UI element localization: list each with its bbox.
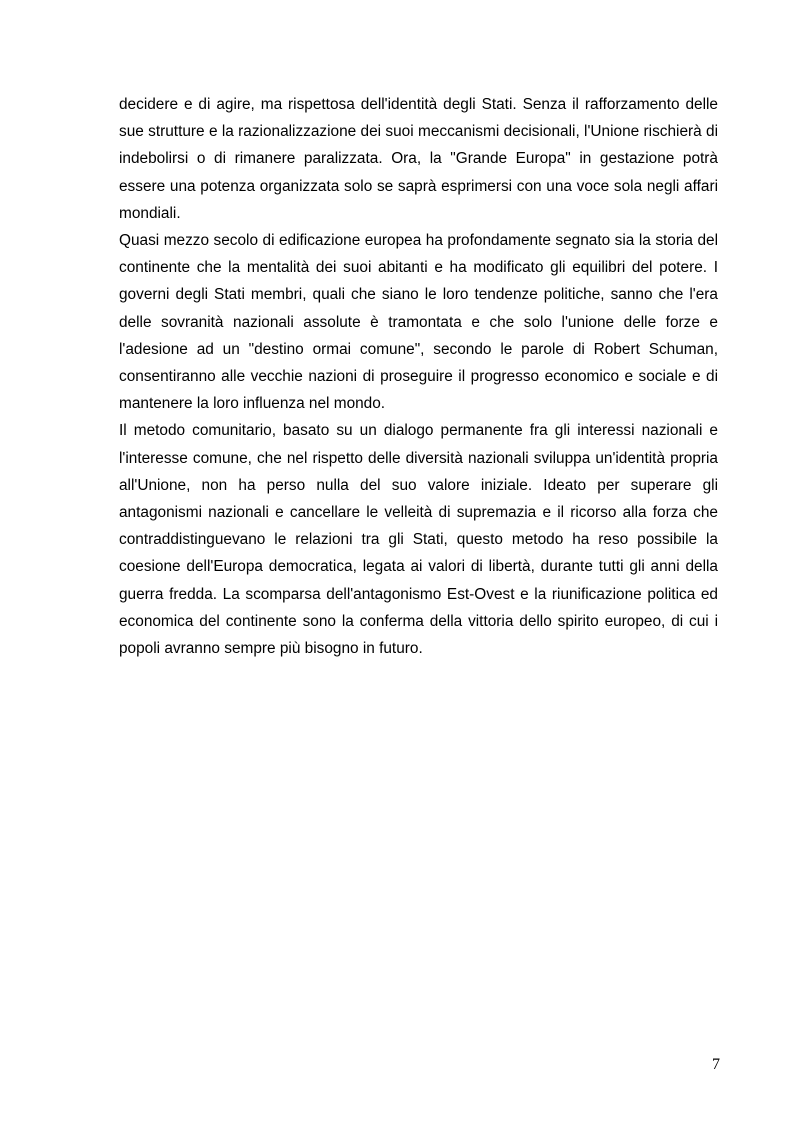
page-number: 7 <box>712 1056 720 1073</box>
paragraph-3: Il metodo comunitario, basato su un dialogo permanente fra gli interessi nazionali e l'interesse comune, che nel rispetto delle diversità nazionali sviluppa un'identità propria all'Unione, non ha perso nulla del suo valore iniziale. Ideato per superare gli antagonismi nazionali e cancellare le velleità di supremazia e il ricorso alla forza che contraddistinguevano le relazioni tra gli Stati, questo metodo ha reso possibile la coesione dell'Europa democratica, legata ai valori di libertà, durante tutti gli anni della guerra fredda. La scomparsa dell'antagonismo Est-Ovest e la riunificazione politica ed economica del continente sono la conferma della vittoria dello spirito europeo, di cui i popoli avranno sempre più bisogno in futuro. <box>119 422 718 658</box>
paragraph-1: decidere e di agire, ma rispettosa dell'identità degli Stati. Senza il rafforzamento delle sue strutture e la razionalizzazione dei suoi meccanismi decisionali, l'Unione rischierà di indebolirsi o di rimanere paralizzata. Ora, la "Grande Europa" in gestazione potrà essere una potenza organizzata solo se saprà esprimersi con una voce sola negli affari mondiali. <box>119 96 718 222</box>
body-text <box>119 91 718 662</box>
paragraph-2: Quasi mezzo secolo di edificazione europea ha profondamente segnato sia la storia del continente che la mentalità dei suoi abitanti e ha modificato gli equilibri del potere. I governi degli Stati membri, quali che siano le loro tendenze politiche, sanno che l'era delle sovranità nazionali assolute è tramontata e che solo l'unione delle forze e l'adesione ad un "destino ormai comune", secondo le parole di Robert Schuman, consentiranno alle vecchie nazioni di proseguire il progresso economico e sociale e di mantenere la loro influenza nel mondo. <box>119 232 718 413</box>
